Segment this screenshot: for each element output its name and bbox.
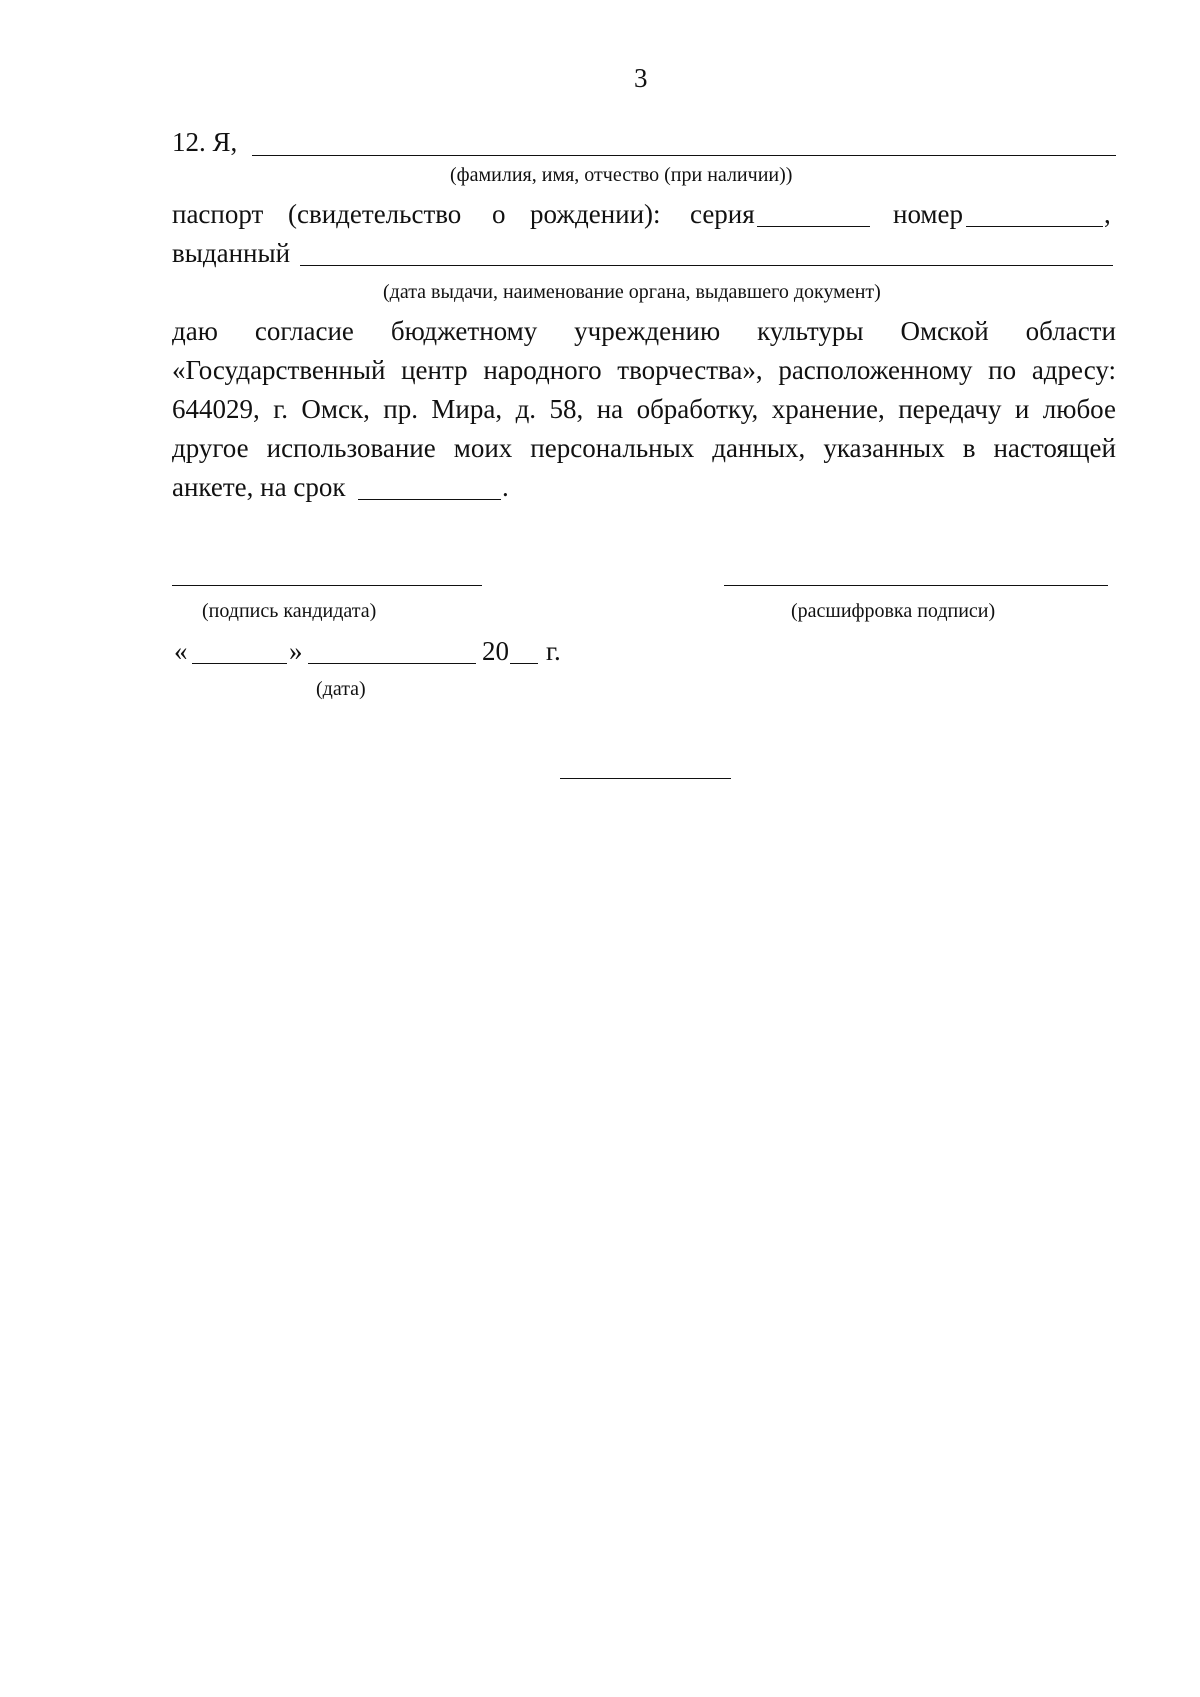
date-close-quote: » (289, 636, 303, 666)
consent-word: даю (172, 316, 218, 346)
consent-word: моих (453, 433, 513, 463)
consent-word: д. (515, 394, 537, 424)
date-year-suffix: г. (546, 636, 561, 666)
consent-line-5-suffix: . (502, 472, 509, 502)
date-open-quote: « (174, 636, 188, 666)
consent-word: 58, (549, 394, 584, 424)
candidate-signature-line[interactable] (172, 585, 482, 586)
consent-word: по (988, 355, 1017, 385)
issued-label: выданный (172, 238, 291, 268)
consent-word: Мира, (431, 394, 503, 424)
passport-trailing-comma: , (1104, 199, 1111, 229)
consent-word: области (1025, 316, 1116, 346)
consent-word: адресу: (1031, 355, 1116, 385)
consent-word: указанных (823, 433, 945, 463)
candidate-signature-caption: (подпись кандидата) (202, 600, 377, 622)
date-year-input-line[interactable] (510, 663, 538, 664)
consent-word: «Государственный (172, 355, 386, 385)
consent-word: хранение, (771, 394, 885, 424)
passport-number-label: номер (893, 199, 964, 229)
consent-word: обработку, (636, 394, 759, 424)
consent-word: Омской (900, 316, 989, 346)
consent-word: использование (266, 433, 436, 463)
consent-word: Омск, (301, 394, 370, 424)
item-12-prefix: 12. Я, (172, 127, 238, 157)
closing-separator (560, 778, 731, 779)
consent-word: 644029, (172, 394, 260, 424)
date-caption: (дата) (316, 678, 366, 700)
consent-word: любое (1042, 394, 1116, 424)
consent-line-5-prefix: анкете, на срок (172, 472, 346, 502)
consent-term-input-line[interactable] (358, 499, 501, 500)
passport-word-1: паспорт (172, 199, 264, 229)
consent-line-2 (172, 357, 1116, 384)
issued-caption: (дата выдачи, наименование органа, выдавшего документ) (383, 281, 881, 303)
signature-transcript-line[interactable] (724, 585, 1108, 586)
consent-word: и (1014, 394, 1030, 424)
consent-word: бюджетному (390, 316, 538, 346)
consent-word: в (962, 433, 976, 463)
consent-word: согласие (254, 316, 354, 346)
issued-input-line[interactable] (300, 265, 1113, 266)
consent-word: данных, (712, 433, 806, 463)
date-month-input-line[interactable] (308, 663, 476, 664)
consent-word: культуры (757, 316, 864, 346)
consent-word: пр. (383, 394, 418, 424)
page-number: 3 (634, 63, 648, 93)
passport-word-3: о (492, 199, 506, 229)
passport-word-2: (свидетельство (288, 199, 462, 229)
passport-series-input-line[interactable] (757, 226, 870, 227)
consent-word: творчества», (617, 355, 763, 385)
passport-word-4: рождении): (530, 199, 661, 229)
consent-word: учреждению (574, 316, 721, 346)
consent-line-4 (172, 435, 1116, 462)
consent-line-3 (172, 396, 1116, 423)
fio-caption: (фамилия, имя, отчество (при наличии)) (450, 164, 793, 186)
consent-word: расположенному (778, 355, 973, 385)
consent-word: передачу (898, 394, 1002, 424)
date-year-prefix: 20 (482, 636, 509, 666)
passport-series-label: серия (690, 199, 755, 229)
consent-word: на (596, 394, 624, 424)
fio-input-line[interactable] (252, 155, 1116, 156)
date-day-input-line[interactable] (192, 663, 287, 664)
signature-transcript-caption: (расшифровка подписи) (791, 600, 996, 622)
consent-word: народного (483, 355, 602, 385)
passport-number-input-line[interactable] (966, 226, 1103, 227)
consent-word: настоящей (993, 433, 1116, 463)
consent-word: г. (273, 394, 288, 424)
consent-line-1 (172, 318, 1116, 345)
consent-word: другое (172, 433, 249, 463)
consent-word: персональных (530, 433, 695, 463)
consent-word: центр (401, 355, 468, 385)
